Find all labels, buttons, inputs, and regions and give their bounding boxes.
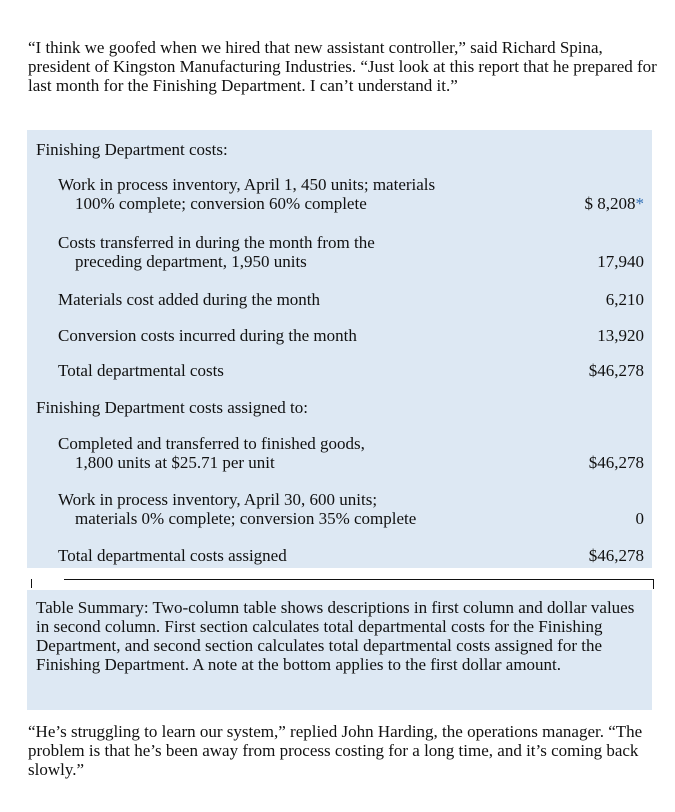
row-value: 17,940 [597, 252, 644, 271]
table-summary-box [27, 590, 652, 710]
row-value [585, 194, 645, 213]
row-description: Work in process inventory, April 30, 600 units; [58, 490, 378, 509]
row-description-cont: 1,800 units at $25.71 per unit [75, 453, 275, 472]
intro-paragraph: “I think we goofed when we hired that new assistant controller,” said Richard Spina, president of Kingston Manufacturing Industries. “Just look at this report that he prepared for last month for the Finishing Department. I can’t understand it.” [28, 38, 657, 95]
divider-rule [64, 579, 654, 580]
row-value: 6,210 [605, 290, 644, 309]
outro-paragraph: “He’s struggling to learn our system,” replied John Harding, the operations manager. “The problem is that he’s been away from process costing for a long time, and it’s coming back slowly.” [28, 722, 643, 779]
cost-report-table [27, 130, 652, 568]
row-description: Work in process inventory, April 1, 450 units; materials [58, 175, 436, 194]
table-summary-text: Table Summary: Two-column table shows descriptions in first column and dollar values in second column. First section calculates total departmental costs for the Finishing Department, and second section calculates total departmental costs assigned for the Finishing Department. A note at the bottom applies to the first dollar amount. [36, 598, 635, 674]
row-description-cont: 100% complete; conversion 60% complete [75, 194, 367, 213]
footnote-asterisk: * [635, 194, 644, 213]
row-description-cont: preceding department, 1,950 units [75, 252, 307, 271]
row-value-amount: $ 8,208 [584, 194, 636, 213]
section-heading-label: Finishing Department costs: [36, 140, 228, 159]
row-description-cont: materials 0% complete; conversion 35% complete [75, 509, 417, 528]
row-value: $46,278 [588, 453, 644, 472]
row-description: Conversion costs incurred during the month [58, 326, 357, 345]
section-heading-label: Finishing Department costs assigned to: [36, 398, 308, 417]
row-value: $46,278 [588, 546, 644, 565]
row-value: 13,920 [597, 326, 644, 345]
row-description: Completed and transferred to finished goods, [58, 434, 365, 453]
row-value: 0 [635, 509, 644, 528]
row-description: Costs transferred in during the month from the [58, 233, 375, 252]
row-description: Total departmental costs [58, 361, 224, 380]
row-value: $46,278 [588, 361, 644, 380]
divider-tick-right [653, 579, 654, 589]
row-description: Materials cost added during the month [58, 290, 321, 309]
divider-tick-left [31, 579, 32, 588]
row-description: Total departmental costs assigned [58, 546, 287, 565]
